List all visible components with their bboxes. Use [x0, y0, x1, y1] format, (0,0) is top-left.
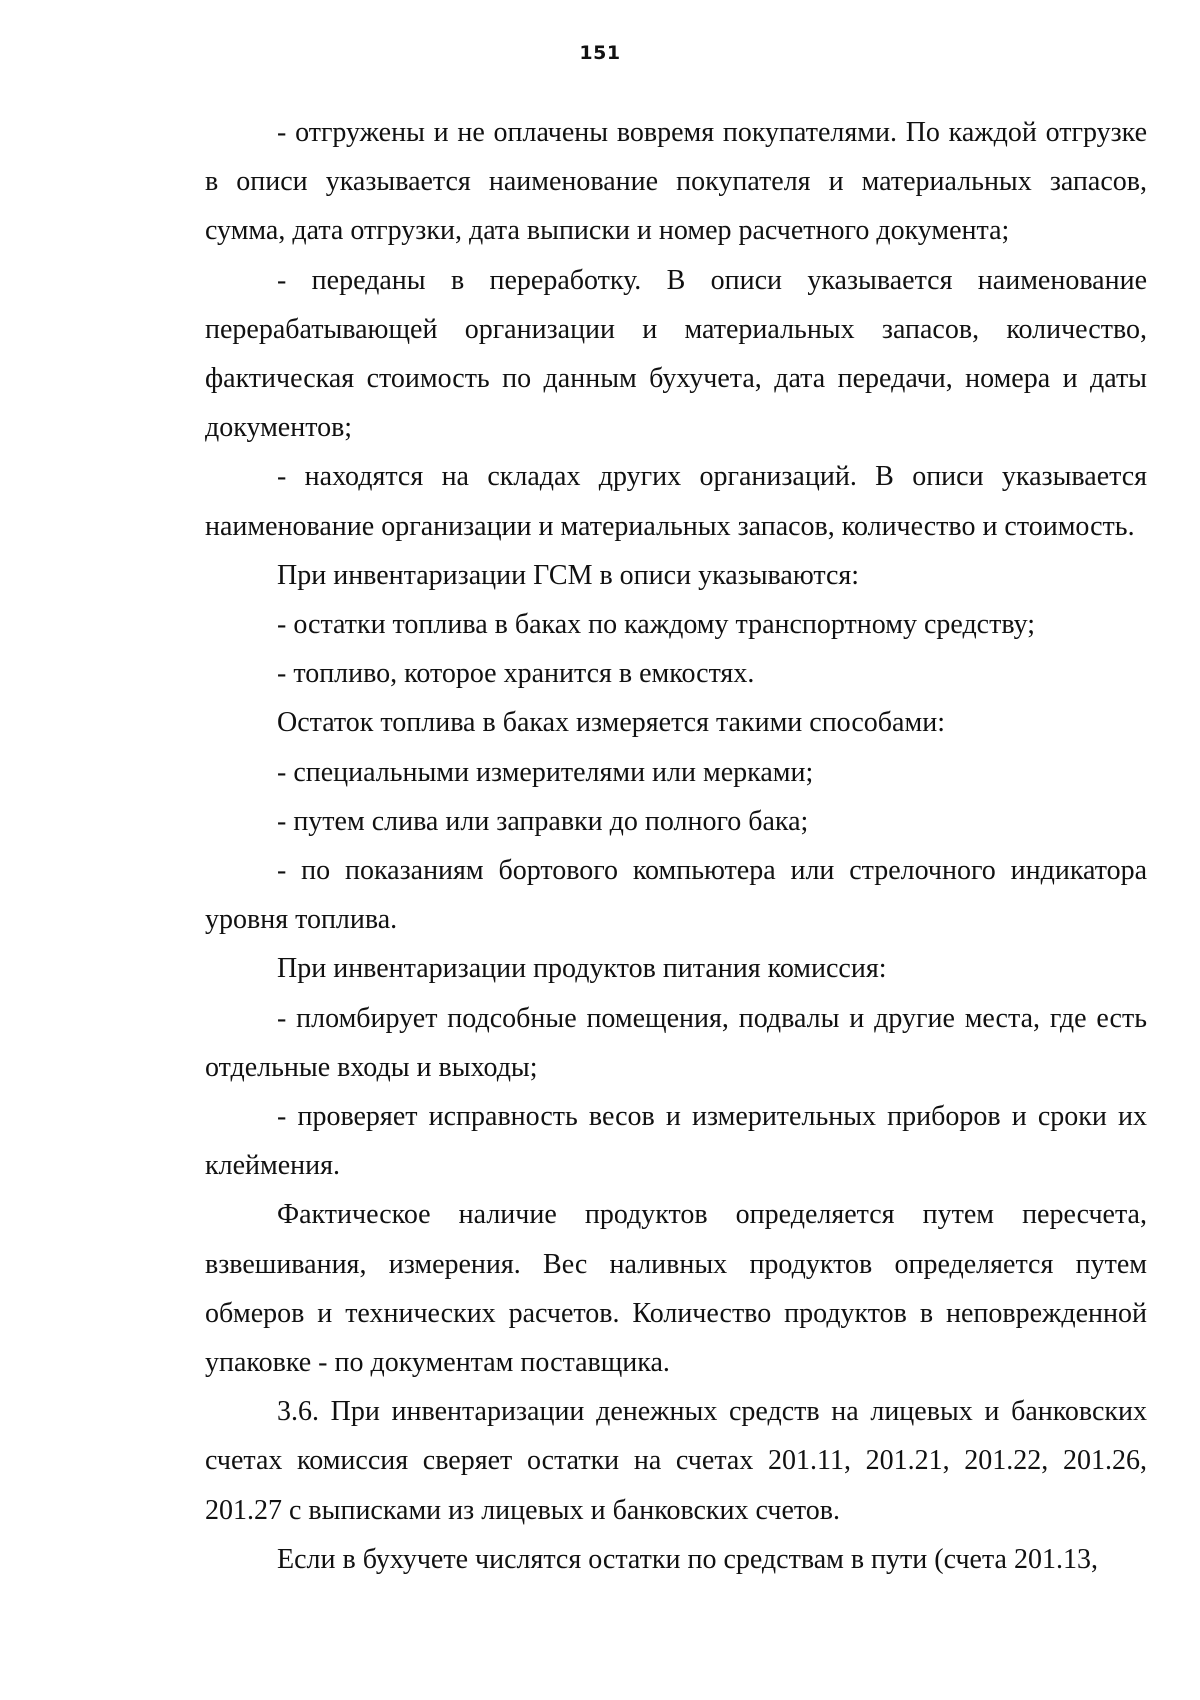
- paragraph-fuel-in-containers: - топливо, которое хранится в емкостях.: [277, 658, 755, 690]
- paragraph-fuel-inventory-intro: При инвентаризации ГСМ в описи указываются:: [277, 559, 860, 591]
- paragraph-checks-scales: - проверяет исправность весов и измерительных приборов и сроки их клеймения.: [205, 1101, 1147, 1182]
- document-body: [205, 108, 1147, 1584]
- paragraph-drain-or-refill: - путем слива или заправки до полного бака;: [277, 805, 809, 837]
- paragraph-onboard-computer: - по показаниям бортового компьютера или стрелочного индикатора уровня топлива.: [205, 855, 1147, 936]
- paragraph-seals-rooms: - пломбирует подсобные помещения, подвалы и другие места, где есть отдельные входы и выходы;: [205, 1002, 1147, 1083]
- paragraph-other-warehouses: - находятся на складах других организаций. В описи указывается наименование организации и материальных запасов, количество и стоимость.: [205, 461, 1147, 542]
- page-number: 151: [579, 42, 621, 64]
- paragraph-funds-in-transit: Если в бухучете числятся остатки по средствам в пути (счета 201.13,: [277, 1543, 1098, 1575]
- paragraph-sent-for-processing: - переданы в переработку. В описи указывается наименование перерабатывающей организации и материальных запасов, количество, фактическая стоимость по данным бухучета, дата передачи, номера и даты документов;: [205, 264, 1147, 444]
- paragraph-shipped-unpaid: - отгружены и не оплачены вовремя покупателями. По каждой отгрузке в описи указывается наименование покупателя и материальных запасов, сумма, дата отгрузки, дата выписки и номер расчетного документа;: [205, 117, 1147, 247]
- paragraph-fuel-measurement-intro: Остаток топлива в баках измеряется такими способами:: [277, 707, 945, 739]
- paragraph-special-meters: - специальными измерителями или мерками;: [277, 756, 814, 788]
- paragraph-food-inventory-intro: При инвентаризации продуктов питания комиссия:: [277, 953, 887, 985]
- paragraph-actual-food-quantity: Фактическое наличие продуктов определяется путем пересчета, взвешивания, измерения. Вес наливных продуктов определяется путем обмеров и технических расчетов. Количество продуктов в неповрежденной упаковке - по документам поставщика.: [205, 1199, 1147, 1379]
- paragraph-section-3-6: 3.6. При инвентаризации денежных средств на лицевых и банковских счетах комиссия сверяет остатки на счетах 201.11, 201.21, 201.22, 201.26, 201.27 с выписками из лицевых и банковских счетов.: [205, 1396, 1147, 1526]
- paragraph-fuel-in-tanks: - остатки топлива в баках по каждому транспортному средству;: [277, 609, 1036, 641]
